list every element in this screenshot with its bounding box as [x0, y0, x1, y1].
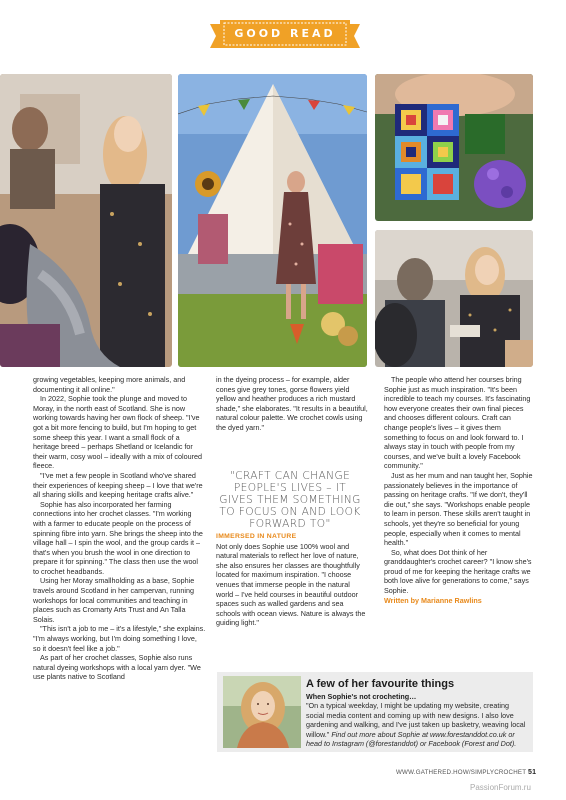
page-footer — [396, 769, 536, 776]
footer-url: WWW.GATHERED.HOW/SIMPLYCROCHET — [396, 769, 527, 776]
pull-quote: "CRAFT CAN CHANGE PEOPLE'S LIVES – IT GIVES THEM SOMETHING TO FOCUS ON AND LOOK FORWARD TO" — [219, 470, 361, 530]
section-subhead: IMMERSED IN NATURE — [216, 533, 297, 540]
favourites-subtitle: When Sophie's not crocheting… — [306, 692, 417, 701]
paragraph: Sophie has also incorporated her farming connections into her crochet classes. "I'm working with a farmer to educate people on the process of spinning fibre into yarn. She brings the sheep into the village hall – I spin the wool, and the group cards it – that's when you brush the wool in one direction to prepare it for spinning." The class then use the wool to crochet headbands. — [33, 499, 203, 576]
photo-knitting-workshop — [0, 74, 172, 367]
paragraph: "I've met a few people in Scotland who've shared their experiences of keeping sheep – I love that we're all sharing skills and keeping heritage crafts alive." — [33, 470, 203, 500]
paragraph: The people who attend her courses bring Sophie just as much inspiration. "It's been incredible to teach my courses. It's fascinating how everyone creates their own final pieces and chooses different colours. Craft can change people's lives – it gives them something to focus on and look forward to. I always stay in touch with people from my courses, and we've built a lovely Facebook community." — [384, 375, 531, 471]
photo-sophie-portrait — [223, 676, 301, 748]
favourites-title: A few of her favourite things — [306, 678, 455, 690]
photo-crochet-class — [375, 230, 533, 367]
article-column-3 — [384, 375, 534, 605]
favourites-quote: "On a typical weekday, I might be updating my website, creating social media content and coming up with new designs. I also love gardening and walking, and I've just taken up basketry, weaving local willow." — [306, 701, 526, 739]
article-column-2-lower — [216, 532, 368, 628]
page-number: 51 — [528, 769, 537, 776]
byline: Written by Marianne Rawlins — [384, 595, 482, 605]
banner-label: GOOD READ — [234, 27, 336, 40]
photo-bell-tent — [178, 74, 367, 367]
watermark: PassionForum.ru — [470, 783, 531, 792]
paragraph: As part of her crochet classes, Sophie also runs natural dyeing workshops with a local yarn dyer. "We use plants native to Scotland — [33, 653, 201, 682]
paragraph: Using her Moray smallholding as a base, Sophie travels around Scotland in her campervan, running workshops for local communities and teaching in places such as Cromarty Arts Trust and An Talla Solais. — [33, 576, 195, 624]
section-banner — [210, 18, 360, 52]
article-column-2 — [216, 375, 368, 433]
paragraph: in the dyeing process – for example, alder cones give grey tones, gorse flowers yield yellow and heather produces a rich mustard shade," she elaborates. "It results in a beautiful, natural colour palette. We crochet cowls using the dyed yarn." — [216, 375, 368, 432]
article-column-1 — [33, 375, 206, 682]
paragraph: "This isn't a job to me – it's a lifestyle," she explains. "I'm always working, but I'm doing something I love, so it doesn't feel like a job." — [33, 624, 206, 653]
paragraph: Just as her mum and nan taught her, Sophie passionately believes in the importance of passing on heritage crafts. "If we don't, they'll die out," she says. "Workshops enable people to learn in person. These skills aren't taught in schools, yet they're so beneficial for young people, especially when it comes to mental health." — [384, 470, 533, 548]
paragraph: Not only does Sophie use 100% wool and natural materials to reflect her love of nature, she also ensures her classes are thoughtfully located for maximum inspiration. "I choose venues that immerse people in the natural world – I've held courses in beautiful outdoor spaces such as walled gardens and sea schools with ocean views. Nature is always the guiding light." — [216, 541, 366, 628]
favourites-more-info: Find out more about Sophie at www.forestanddot.co.uk or head to Instagram (@forestanddot) or Facebook (Forest and Dot). — [306, 729, 517, 748]
paragraph: growing vegetables, keeping more animals, and documenting it all online." — [33, 375, 186, 394]
paragraph: In 2022, Sophie took the plunge and moved to Moray, in the north east of Scotland. She is now working towards having her own flock of sheep. "I've got a bit more fencing to build, but I'm hoping to get some sheep this year. I want a small flock of a heritage breed – perhaps Shetland or Icelandic for their warm, cosy wool – ideally with a mix of coloured fleece. — [33, 394, 202, 471]
photo-granny-squares — [375, 74, 533, 221]
paragraph: So, what does Dot think of her granddaughter's crochet career? "I know she's proud of me for keeping the heritage crafts we both love alive for generations to come," says Sophie. — [384, 547, 532, 596]
favourites-body — [306, 701, 528, 749]
